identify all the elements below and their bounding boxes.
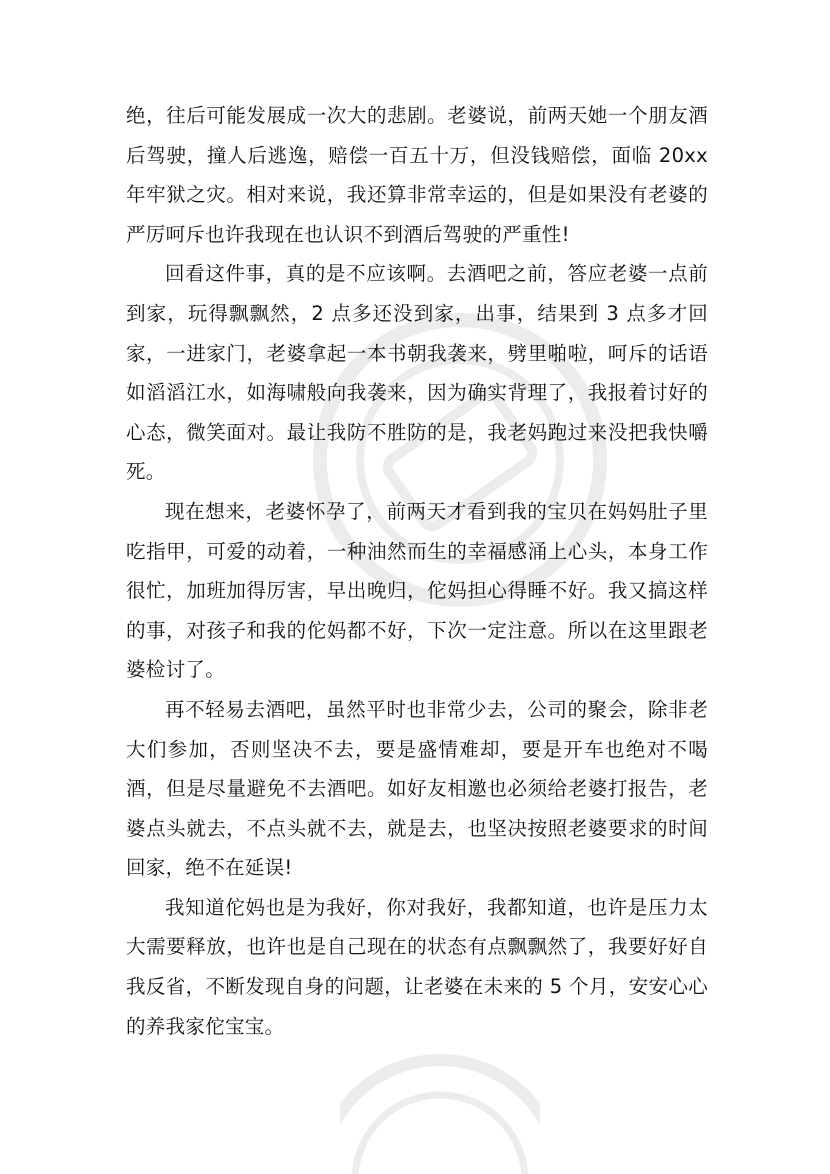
paragraph-4: 再不轻易去酒吧，虽然平时也非常少去，公司的聚会，除非老大们参加，否则坚决不去，要是盛情难却，要是开车也绝对不喝酒，但是尽量避免不去酒吧。如好友相邀也必须给老婆打报告，老婆点头就去，不点头就不去，就是去，也坚决按照老婆要求的时间回家，绝不在延误! [126, 697, 708, 880]
paragraph-5: 我知道佗妈也是为我好，你对我好，我都知道，也许是压力太大需要释放，也许也是自己现在的状态有点飘飘然了，我要好好自我反省，不断发现自身的问题，让老婆在未来的 5 个月，安安心心的养我家佗宝宝。 [126, 895, 708, 1038]
document-body [126, 96, 708, 1046]
watermark-seal-partial-icon [340, 1030, 540, 1174]
paragraph-2: 回看这件事，真的是不应该啊。去酒吧之前，答应老婆一点前到家，玩得飘飘然，2 点多还没到家，出事，结果到 3 点多才回家，一进家门，老婆拿起一本书朝我袭来，劈里啪啦，呵斥的话语如滔滔江水，如海啸般向我袭来，因为确实背理了，我报着讨好的心态，微笑面对。最让我防不胜防的是，我老妈跑过来没把我快嚼死。 [126, 262, 708, 484]
paragraph-3: 现在想来，老婆怀孕了，前两天才看到我的宝贝在妈妈肚子里吃指甲，可爱的动着，一种油然而生的幸福感涌上心头，本身工作很忙，加班加得厉害，早出晚归，佗妈担心得睡不好。我又搞这样的事，对孩子和我的佗妈都不好，下次一定注意。所以在这里跟老婆检讨了。 [126, 499, 708, 682]
paragraph-1: 绝，往后可能发展成一次大的悲剧。老婆说，前两天她一个朋友酒后驾驶，撞人后逃逸，赔偿一百五十万，但没钱赔偿，面临 20xx 年牢狱之灾。相对来说，我还算非常幸运的，但是如果没有老婆的严厉呵斥也许我现在也认识不到酒后驾驶的严重性! [126, 104, 708, 246]
